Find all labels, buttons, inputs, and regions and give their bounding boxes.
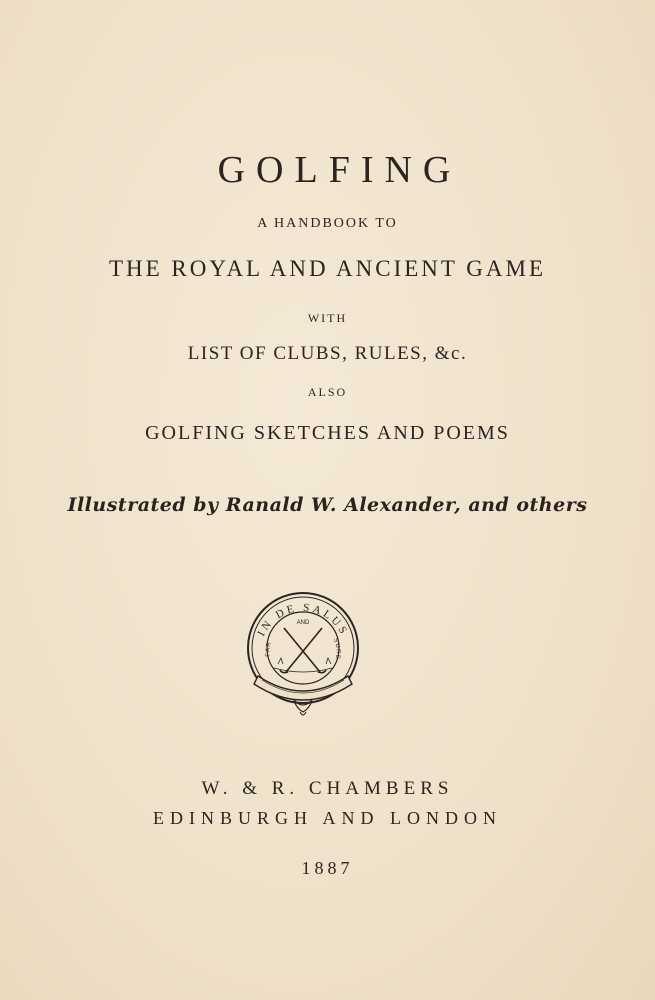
subtitle-main: THE ROYAL AND ANCIENT GAME [108,256,547,281]
also-label: ALSO [307,385,348,399]
sketches-line: GOLFING SKETCHES AND POEMS [145,422,510,444]
emblem-motto-sure: SURE [331,637,341,661]
subtitle-intro: A HANDBOOK TO [257,216,398,231]
contents-line: LIST OF CLUBS, RULES, &c. [187,343,468,364]
publisher-name: W. & R. CHAMBERS [201,778,454,799]
publisher-cities: EDINBURGH AND LONDON [153,808,502,828]
emblem-motto-far: FAR [265,640,274,657]
book-title: GOLFING [217,149,462,191]
emblem-motto-and: AND [296,620,310,626]
emblem-outer-motto: IN DE SALUS [255,601,351,639]
publication-year: 1887 [301,858,354,878]
illustrator-credit: Illustrated by Ranald W. Alexander, and others [67,494,588,516]
with-label: WITH [307,311,348,325]
golf-club-emblem-icon [240,588,366,724]
svg-text:FAR [265,641,273,657]
